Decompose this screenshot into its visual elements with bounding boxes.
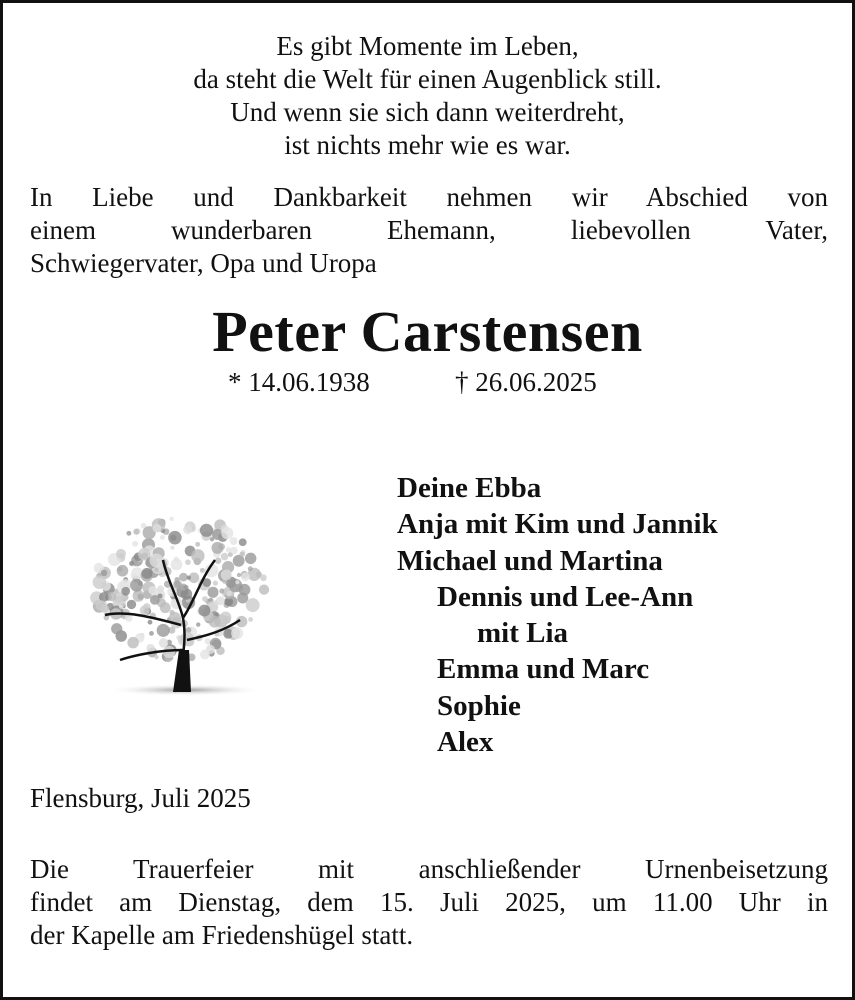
leaf-mark: [155, 655, 159, 659]
leaf-mark: [221, 527, 233, 539]
family-member: Emma und Marc: [437, 653, 650, 686]
leaf-mark: [187, 576, 191, 580]
leaf-mark: [200, 568, 205, 573]
leaf-mark: [127, 600, 136, 609]
family-member: Sophie: [437, 689, 521, 722]
leaf-mark: [179, 573, 188, 582]
leaf-mark: [119, 605, 123, 609]
leaf-mark: [221, 569, 232, 580]
leaf-mark: [195, 542, 200, 547]
leaf-mark: [245, 553, 256, 564]
leaf-mark: [213, 581, 218, 586]
funeral-line: findet am Dienstag, dem 15. Juli 2025, um 11.00 Uhr in: [30, 887, 828, 917]
leaf-mark: [211, 542, 223, 554]
leaf-mark: [107, 592, 116, 601]
leaf-mark: [185, 559, 191, 565]
intro-line: In Liebe und Dankbarkeit nehmen wir Abschied von: [30, 182, 828, 212]
leaf-mark: [231, 627, 243, 639]
poem-line: Und wenn sie sich dann weiterdreht,: [230, 97, 625, 127]
place-date: Flensburg, Juli 2025: [30, 783, 251, 813]
leaf-mark: [226, 547, 231, 552]
leaf-mark: [158, 593, 163, 598]
leaf-mark: [184, 585, 189, 590]
leaf-mark: [191, 549, 204, 562]
leaf-mark: [239, 552, 244, 557]
family-member: Dennis und Lee-Ann: [437, 580, 694, 613]
poem: [0, 30, 855, 162]
leaf-mark: [230, 537, 238, 545]
leaf-mark: [213, 600, 219, 606]
poem-line: da steht die Welt für einen Augenblick still.: [193, 64, 662, 94]
leaf-mark: [230, 547, 238, 555]
leaf-mark: [127, 637, 138, 648]
deceased-name: Peter Carstensen: [212, 299, 643, 364]
leaf-mark: [149, 631, 154, 636]
family-member: Deine Ebba: [397, 472, 542, 504]
leaf-mark: [171, 559, 183, 571]
leaf-mark: [169, 517, 173, 521]
leaf-mark: [95, 600, 106, 611]
leaf-mark: [152, 524, 161, 533]
leaf-mark: [196, 622, 200, 626]
leaf-mark: [202, 596, 208, 602]
intro-paragraph: [30, 181, 828, 280]
leaf-mark: [200, 649, 210, 659]
leaf-mark: [260, 574, 267, 581]
family-member: Anja mit Kim und Jannik: [397, 508, 718, 541]
leaf-mark: [149, 554, 163, 568]
leaf-mark: [133, 529, 139, 535]
leaf-mark: [183, 525, 192, 534]
leaf-mark: [221, 553, 229, 561]
intro-line: Schwiegervater, Opa und Uropa: [30, 248, 377, 278]
leaf-mark: [130, 579, 143, 592]
leaf-mark: [93, 575, 107, 589]
intro-line: einem wunderbaren Ehemann, liebevollen Vater,: [30, 215, 828, 245]
leaf-mark: [132, 541, 138, 547]
leaf-mark: [185, 627, 191, 633]
family-member: Michael und Martina: [397, 544, 663, 577]
leaf-mark: [259, 585, 269, 595]
leaf-mark: [117, 565, 129, 577]
birth-date: * 14.06.1938: [228, 367, 370, 397]
leaf-mark: [207, 587, 218, 598]
death-date: † 26.06.2025: [455, 367, 597, 397]
leaf-mark: [160, 602, 171, 613]
leaf-mark: [154, 567, 158, 571]
leaf-mark: [159, 638, 168, 647]
tree-illustration: [75, 500, 270, 700]
leaf-mark: [170, 546, 174, 550]
leaf-mark: [235, 580, 239, 584]
leaf-mark: [137, 594, 143, 600]
leaf-mark: [160, 535, 165, 540]
leaf-mark: [229, 579, 243, 593]
family-member: mit Lia: [477, 617, 569, 650]
leaf-mark: [239, 538, 247, 546]
leaf-mark: [248, 617, 253, 622]
poem-line: ist nichts mehr wie es war.: [284, 130, 571, 160]
leaf-mark: [198, 605, 210, 617]
leaf-mark: [121, 587, 130, 596]
poem-line: Es gibt Momente im Leben,: [276, 31, 579, 61]
funeral-paragraph: [30, 853, 828, 952]
leaf-mark: [129, 561, 134, 566]
funeral-line: der Kapelle am Friedenshügel statt.: [30, 920, 414, 950]
leaf-mark: [101, 570, 108, 577]
leaf-mark: [148, 586, 157, 595]
leaf-mark: [111, 623, 122, 634]
leaf-mark: [209, 616, 221, 628]
leaf-mark: [126, 531, 131, 536]
leaf-mark: [246, 598, 260, 612]
leaf-mark: [116, 549, 126, 559]
leaf-mark: [220, 612, 232, 624]
leaf-mark: [140, 605, 150, 615]
leaf-mark: [142, 568, 153, 579]
leaf-mark: [248, 566, 253, 571]
leaf-mark: [168, 531, 182, 545]
leaf-mark: [157, 624, 170, 637]
leaf-mark: [219, 588, 224, 593]
family-list: [397, 470, 718, 760]
leaf-mark: [200, 524, 213, 537]
leaf-mark: [210, 537, 214, 541]
leaf-mark: [237, 573, 241, 577]
funeral-line: Die Trauerfeier mit anschließender Urnenbeisetzung: [30, 854, 828, 884]
family-member: Alex: [437, 726, 494, 759]
leaf-mark: [226, 590, 231, 595]
leaf-mark: [173, 580, 182, 589]
leaf-mark: [241, 572, 250, 581]
leaf-mark: [148, 620, 153, 625]
